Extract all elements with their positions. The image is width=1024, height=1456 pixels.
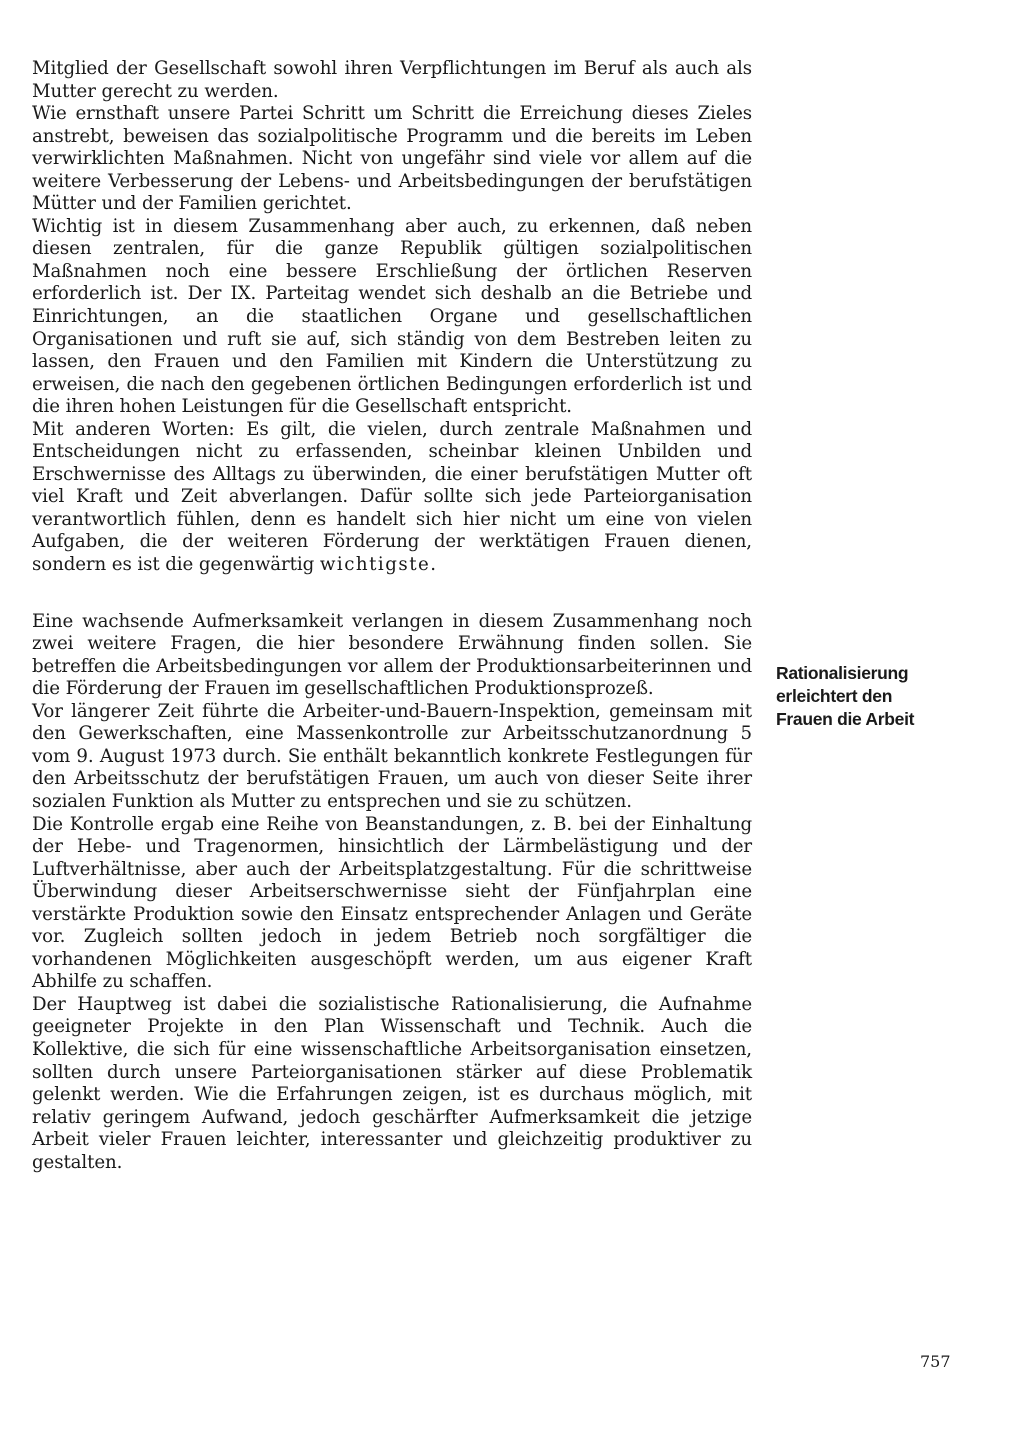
paragraph-5: Eine wachsende Aufmerksamkeit verlangen in diesem Zusammenhang noch zwei weitere Fragen, die hier besondere Erwähnung finden sollen. Sie betreffen die Arbeitsbedingungen vor allem der Produktionsarbeiterinnen und die Förderung der Frauen im gesellschaftlichen Produktionsprozeß. bbox=[32, 610, 752, 700]
paragraph-2: Wie ernsthaft unsere Partei Schritt um Schritt die Erreichung dieses Zieles anstrebt, beweisen das sozialpolitische Programm und die bereits im Leben verwirklichten Maßnahmen. Nicht von ungefähr sind viele vor allem auf die weitere Verbesserung der Lebens- und Arbeitsbedingungen der berufstätigen Mütter und der Familien gerichtet. bbox=[32, 103, 752, 215]
paragraph-4 bbox=[32, 419, 752, 577]
margin-heading bbox=[776, 662, 996, 731]
paragraph-3: Wichtig ist in diesem Zusammenhang aber auch, zu erkennen, daß neben diesen zentralen, für die ganze Republik gültigen sozialpolitischen Maßnahmen noch eine bessere Erschließung der örtlichen Reserven erforderlich ist. Der IX. Parteitag wendet sich deshalb an die Betriebe und Einrichtungen, an die staatlichen Organe und gesellschaftlichen Organisationen und ruft sie auf, sich ständig von dem Bestreben leiten zu lassen, den Frauen und den Familien mit Kindern die Unterstützung zu erweisen, die nach den gegebenen örtlichen Bedingungen erforderlich ist und die ihren hohen Leistungen für die Gesellschaft entspricht. bbox=[32, 215, 752, 418]
main-text-column bbox=[32, 58, 752, 1174]
page-number: 757 bbox=[920, 1352, 951, 1371]
paragraph-6: Vor längerer Zeit führte die Arbeiter-und-Bauern-Inspektion, gemeinsam mit den Gewerkschaften, eine Massenkontrolle zur Arbeitsschutzanordnung 5 vom 9. August 1973 durch. Sie enthält bekanntlich konkrete Festlegungen für den Arbeitsschutz der berufstätigen Frauen, um auch von dieser Seite ihrer sozialen Funktion als Mutter zu entsprechen und sie zu schützen. bbox=[32, 700, 752, 812]
paragraph-7: Die Kontrolle ergab eine Reihe von Beanstandungen, z. B. bei der Einhaltung der Hebe- und Tragenormen, hinsichtlich der Lärmbelästigung und der Luftverhältnisse, aber auch der Arbeitsplatzgestaltung. Für die schrittweise Überwindung dieser Arbeitserschwernisse sieht der Fünfjahrplan eine verstärkte Produktion sowie den Einsatz entsprechender Anlagen und Geräte vor. Zugleich sollten jedoch in jedem Betrieb noch sorgfältiger die vorhandenen Möglichkeiten ausgeschöpft werden, um aus eigener Kraft Abhilfe zu schaffen. bbox=[32, 813, 752, 993]
paragraph-4-main: Mit anderen Worten: Es gilt, die vielen, durch zentrale Maßnahmen und Entscheidungen nicht zu erfassenden, scheinbar kleinen Unbilden und Erschwernisse des Alltags zu überwinden, die einer berufstätigen Mutter oft viel Kraft und Zeit abverlangen. Dafür sollte sich jede Parteiorganisation verantwortlich fühlen, denn es handelt sich hier nicht um eine von vielen Aufgaben, die der weiteren Förderung der werktätigen Frauen dienen, sondern es ist die gegenwärtig bbox=[32, 418, 752, 576]
margin-heading-line-1: Rationalisierung bbox=[776, 663, 909, 683]
section-gap bbox=[32, 577, 752, 611]
paragraph-1: Mitglied der Gesellschaft sowohl ihren Verpflichtungen im Beruf als auch als Mutter gerecht zu werden. bbox=[32, 58, 752, 102]
paragraph-8: Der Hauptweg ist dabei die sozialistische Rationalisierung, die Aufnahme geeigneter Projekte in den Plan Wissenschaft und Technik. Auch die Kollektive, die sich für eine wissenschaftliche Arbeitsorganisation einsetzen, sollten durch unsere Parteiorganisationen stärker auf diese Problematik gelenkt werden. Wie die Erfahrungen zeigen, ist es durchaus möglich, mit relativ geringem Aufwand, jedoch geschärfter Aufmerksamkeit die jetzige Arbeit vieler Frauen leichter, interessanter und gleichzeitig produktiver zu gestalten. bbox=[32, 993, 752, 1173]
margin-heading-line-3: Frauen die Arbeit bbox=[776, 709, 915, 729]
margin-heading-line-2: erleichtert den bbox=[776, 686, 893, 706]
emphasis-word: wichtigste. bbox=[319, 554, 438, 576]
